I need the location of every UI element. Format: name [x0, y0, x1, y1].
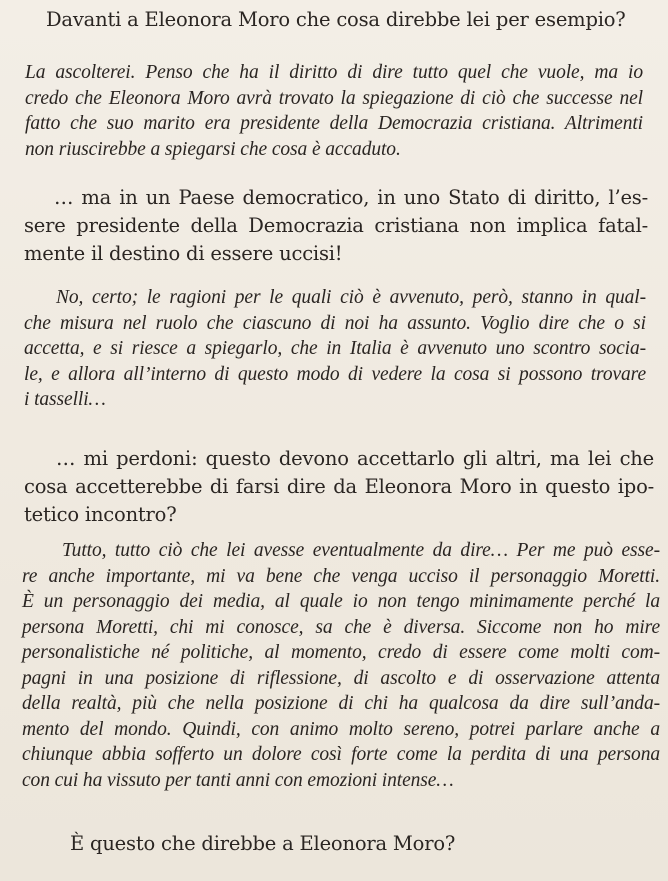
answer-paragraph	[25, 60, 643, 162]
text-line: … ma in un Paese democratico, in uno Stato di diritto, l’es-	[54, 186, 648, 209]
text-line: cosa accetterebbe di farsi dire da Eleonora Moro in questo ipo-	[24, 475, 654, 498]
text-line: non riuscirebbe a spiegarsi che cosa è accaduto.	[25, 138, 401, 160]
text-line: sere presidente della Democrazia cristiana non implica fatal-	[24, 214, 648, 237]
text-line: pagni in una posizione di riflessione, di ascolto e di osservazione attenta	[22, 667, 660, 689]
text-line: … mi perdoni: questo devono accettarlo gli altri, ma lei che	[56, 447, 654, 470]
question-paragraph	[70, 830, 630, 858]
text-line: della realtà, più che nella posizione di chi ha qualcosa da dire sull’anda-	[22, 693, 660, 714]
text-line: mento del mondo. Quindi, con animo molto sereno, potrei parlare anche a	[22, 718, 660, 740]
text-line: No, certo; le ragioni per le quali ciò è avvenuto, però, stanno in qual-	[56, 287, 646, 308]
text-line: con cui ha vissuto per tanti anni con emozioni intense…	[22, 769, 454, 791]
text-line: accetta, e si riesce a spiegarlo, che in Italia è avvenuto uno scontro socia-	[24, 338, 646, 359]
question-paragraph	[46, 6, 646, 34]
text-line: i tasselli…	[24, 389, 106, 410]
text-line: Tutto, tutto ciò che lei avesse eventualmente da dire… Per me può esse-	[62, 540, 660, 561]
answer-paragraph	[22, 538, 660, 793]
text-line: mente il destino di essere uccisi!	[24, 242, 343, 265]
text-line: tetico incontro?	[24, 503, 177, 526]
text-line: fatto che suo marito era presidente della Democrazia cristiana. Altrimenti	[25, 113, 643, 134]
text-line: È un personaggio dei media, al quale io non tengo minimamente perché la	[22, 591, 660, 612]
text-line: È questo che direbbe a Eleonora Moro?	[70, 832, 456, 855]
text-line: personalistiche né politiche, al momento, credo di essere come molti com-	[22, 642, 660, 663]
text-line: chiunque abbia sofferto un dolore così forte come la perdita di una persona	[22, 744, 660, 765]
question-paragraph	[24, 184, 648, 268]
text-line: che misura nel ruolo che ciascuno di noi ha assunto. Voglio dire che o si	[24, 312, 646, 334]
text-line: La ascolterei. Penso che ha il diritto di dire tutto quel che vuole, ma io	[25, 62, 643, 83]
text-line: Davanti a Eleonora Moro che cosa direbbe lei per esempio?	[46, 8, 626, 31]
text-line: credo che Eleonora Moro avrà trovato la spiegazione di ciò che successe nel	[25, 87, 643, 109]
text-line: le, e allora all’interno di questo modo di vedere la cosa si possono trovare	[24, 363, 646, 385]
text-line: re anche importante, mi va bene che venga ucciso il personaggio Moretti.	[22, 565, 660, 587]
question-paragraph	[24, 445, 654, 529]
text-line: persona Moretti, chi mi conosce, sa che è diversa. Siccome non ho mire	[22, 616, 660, 638]
answer-paragraph	[24, 285, 646, 413]
